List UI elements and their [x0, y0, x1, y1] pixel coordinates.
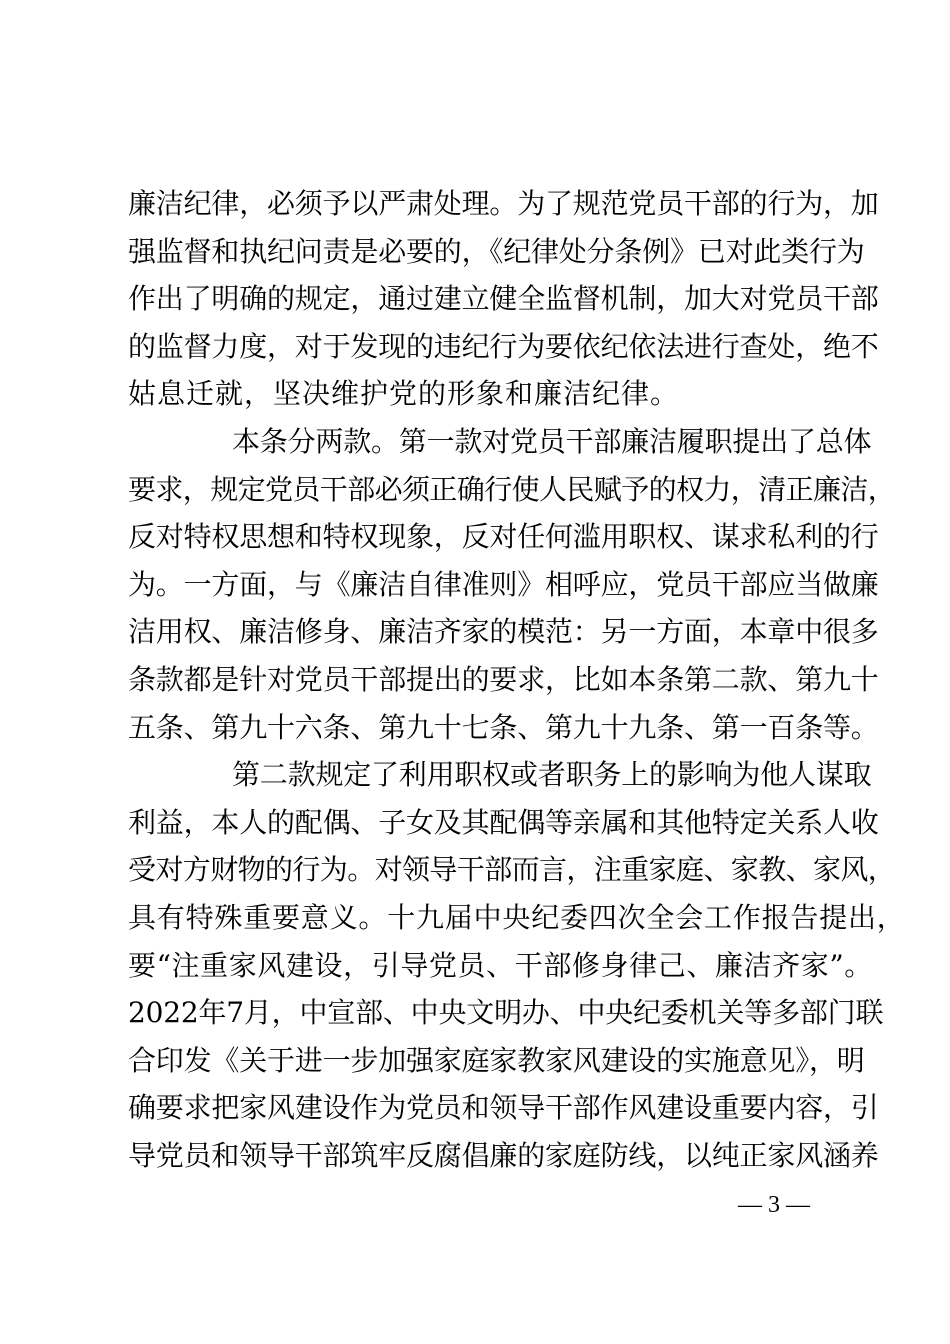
text-line: 为。一方面，与《廉洁自律准则》相呼应，党员干部应当做廉 — [128, 567, 879, 601]
text-line: 的监督力度，对于发现的违纪行为要依纪依法进行查处，绝不 — [128, 329, 879, 363]
text-line: 要“注重家风建设，引导党员、干部修身律己、廉洁齐家”。 — [128, 948, 873, 982]
text-line: 反对特权思想和特权现象，反对任何滥用职权、谋求私利的行 — [128, 520, 879, 554]
text-line: 廉洁纪律，必须予以严肃处理。为了规范党员干部的行为，加 — [128, 187, 879, 220]
text-line: 作出了明确的规定，通过建立健全监督机制，加大对党员干部 — [128, 282, 879, 316]
text-line: 受对方财物的行为。对领导干部而言，注重家庭、家教、家风， — [128, 853, 896, 887]
body-text — [128, 180, 906, 1179]
text-line: 条款都是针对党员干部提出的要求，比如本条第二款、第九十 — [128, 662, 879, 696]
text-line: 洁用权、廉洁修身、廉洁齐家的模范：另一方面，本章中很多 — [128, 615, 879, 649]
text-line: 确要求把家风建设作为党员和领导干部作风建设重要内容，引 — [128, 1091, 879, 1125]
text-line: 利益，本人的配偶、子女及其配偶等亲属和其他特定关系人收 — [128, 805, 879, 839]
paragraph-3 — [128, 751, 906, 1179]
text-line: 具有特殊重要意义。十九届中央纪委四次全会工作报告提出， — [128, 900, 906, 934]
text-line: 姑息迁就，坚决维护党的形象和廉洁纪律。 — [128, 377, 680, 411]
paragraph-2 — [128, 418, 896, 751]
text-line: 强监督和执纪问责是必要的，《纪律处分条例》已对此类行为 — [128, 234, 865, 268]
text-line: 五条、第九十六条、第九十七条、第九十九条、第一百条等。 — [128, 710, 879, 744]
text-line: 第二款规定了利用职权或者职务上的影响为他人谋取 — [232, 758, 872, 792]
text-line: 合印发《关于进一步加强家庭家教家风建设的实施意见》，明 — [128, 1043, 865, 1077]
text-line: 2022年7月，中宣部、中央文明办、中央纪委机关等多部门联 — [128, 996, 884, 1030]
text-line: 导党员和领导干部筑牢反腐倡廉的家庭防线，以纯正家风涵养 — [128, 1138, 879, 1172]
paragraph-1 — [128, 180, 879, 418]
text-line: 要求，规定党员干部必须正确行使人民赋予的权力，清正廉洁， — [128, 472, 896, 506]
text-line: 本条分两款。第一款对党员干部廉洁履职提出了总体 — [232, 424, 872, 458]
page-number: — 3 — — [738, 1192, 810, 1218]
